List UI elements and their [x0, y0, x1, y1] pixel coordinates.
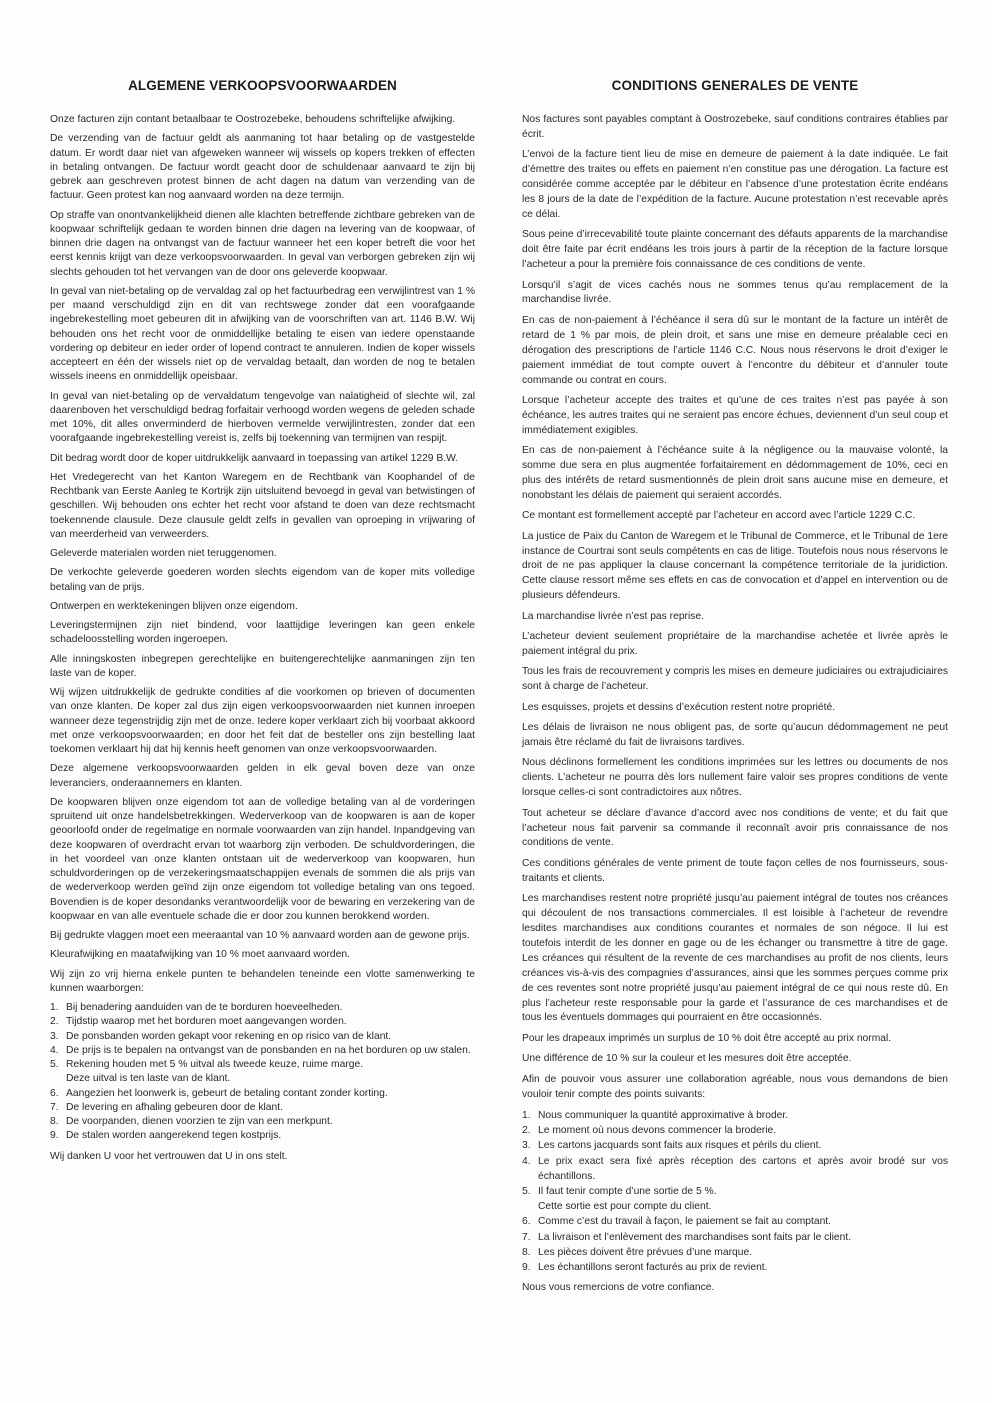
dutch-paragraph: Deze algemene verkoopsvoorwaarden gelden in elk geval boven deze van onze leveranciers, onderaannemers en klanten. — [50, 763, 475, 789]
list-item-number: 5. — [50, 1059, 59, 1070]
french-paragraph: En cas de non-paiement à l’échéance il sera dû sur le montant de la facture un intérêt de retard de 1 % par mois, de plein droit, et sans une mise en demeure préalable ceci en dérogation des prescriptions de l’article 1146 C.C. Nous nous réservons le droit d’exiger le paiement immédiat de tout compte ouvert à l’encontre du débiteur et d’annuler toute commande ou contrat en cours. — [522, 314, 948, 386]
dutch-paragraph: Wij zijn zo vrij hierna enkele punten te behandelen teneinde een vlotte samenwerking te kunnen waarborgen: — [50, 968, 475, 994]
dutch-paragraph: Het Vredegerecht van het Kanton Waregem en de Rechtbank van Koophandel of de Rechtbank van Eerste Aanleg te Kortrijk zijn uitsluitend bevoegd in geval van betwistingen of geschillen. Wij behouden ons echter het recht voor afstand te doen van deze rechtsmacht toekennende clausule. Deze clausule geldt zelfs in gevallen van oproeping in vrijwaring of van meerderheid van verweerders. — [50, 471, 475, 540]
list-item — [50, 1101, 475, 1115]
dutch-paragraph: Wij wijzen uitdrukkelijk de gedrukte condities af die voorkomen op brieven of documenten van onze klanten. De koper zal dus zijn eigen verkoopsvoorwaarden niet kunnen inroepen wanneer deze tegenstrijdig zijn met de onze. Iedere koper verklaart zich bij voorbaat akkoord met onze verkoopsvoorwaarden; en door het feit dat de besteller ons zijn bestelling laat toekomen verklaart hij dat hij kennis heeft genomen van onze verkoopsvoorwaarden. — [50, 687, 475, 755]
list-item-text: De prijs is te bepalen na ontvangst van de ponsbanden en na het borduren op uw stalen. — [66, 1044, 471, 1056]
list-item — [50, 1087, 475, 1101]
dutch-paragraph: Leveringstermijnen zijn niet bindend, voor laattijdige leveringen kan geen enkele schadeloosstelling worden ingeroepen. — [50, 620, 475, 646]
list-item — [50, 1001, 475, 1015]
dutch-column — [50, 78, 475, 1169]
french-paragraph: L’acheteur devient seulement propriétaire de la marchandise achetée et livrée après le paiement intégral du prix. — [522, 631, 948, 657]
list-item-number: 4. — [522, 1155, 531, 1167]
list-item-number: 8. — [522, 1246, 531, 1258]
french-paragraph: En cas de non-paiement à l’échéance suite à la négligence ou la mauvaise volonté, la somme due sera en plus augmentée forfaitairement en dédommagement de 10%, ceci en plus des intérêts de retard susmentionnés de plein droit sans aucune mise en demeure, et nonobstant les délais de paiement qui seraient accordés. — [522, 445, 948, 501]
list-item — [50, 1058, 475, 1087]
list-item-text: Rekening houden met 5 % uitval als tweede keuze, ruime marge. — [66, 1059, 364, 1070]
list-item-number: 1. — [50, 1002, 59, 1013]
list-item-number: 7. — [50, 1101, 59, 1113]
list-item — [522, 1184, 948, 1214]
french-paragraph: Une différence de 10 % sur la couleur et les mesures doit être acceptée. — [522, 1053, 852, 1065]
french-closing: Nous vous remercions de votre confiance. — [522, 1282, 715, 1294]
french-paragraph: L’envoi de la facture tient lieu de mise en demeure de paiement à la date indiquée. Le fait d’émettre des traites ou effets en paiement n’en constitue pas une dérogation. La facture est considérée comme acceptée par le débiteur en l’absence d’une protestation écrite endéans les 8 jours de la date de l’expédition de la facture. Aucune protestation n’est recevable après ce délai. — [522, 149, 948, 220]
french-paragraph: Lorsqu’il s’agit de vices cachés nous ne sommes tenus qu’au remplacement de la marchandise livrée. — [522, 279, 948, 306]
list-item — [522, 1123, 948, 1138]
list-item — [50, 1115, 475, 1129]
dutch-paragraph: Ontwerpen en werktekeningen blijven onze eigendom. — [50, 600, 298, 612]
dutch-paragraph: Onze facturen zijn contant betaalbaar te Oostrozebeke, behoudens schriftelijke afwijking. — [50, 114, 456, 125]
french-paragraph: Lorsque l’acheteur accepte des traites et qu’une de ces traites n’est pas payée à son échéance, les autres traites qui ne seraient pas encore échues, deviennent d’un seul coup et immédiatement exigibles. — [522, 394, 948, 436]
list-item-number: 1. — [522, 1109, 531, 1121]
list-item-text: Les cartons jacquards sont faits aux risques et périls du client. — [538, 1140, 822, 1152]
french-paragraph: Ces conditions générales de vente priment de toute façon celles de nos fournisseurs, sous-traitants et clients. — [522, 857, 948, 884]
french-paragraph: Les marchandises restent notre propriété jusqu’au paiement intégral de toutes nos créances qui découlent de nos transactions commerciales. Il est loisible à l’acheteur de revendre lesdites marchandises aux conditions courantes et normales de son négoce. Il lui est toutefois interdit de les donner en gage ou de les échanger ou transmettre à titre de gage. Les créances qui résultent de la revente de ces marchandises au profit de nos clients, leurs créances vis-à-vis des compagnies d’assurances, ainsi que les sommes perçues comme prix de ces reventes sont notre propriété jusqu’au paiement intégral de ce qui nous reste dû. En plus l’acheteur reste responsable pour la garde et l’assurance de ces marchandises et de tous les éventuels dommages qui pourraient en être occasionnés. — [522, 893, 948, 1024]
dutch-points-list — [50, 1001, 475, 1144]
list-item-number: 9. — [50, 1130, 59, 1142]
list-item-number: 9. — [522, 1262, 531, 1273]
dutch-paragraph: De verzending van de factuur geldt als aanmaning tot haar betaling op de vastgestelde datum. Er wordt daar niet van afgeweken wanneer wij wissels op kopers trekken of effecten in betaling ontvangen. De factuur wordt geacht door de schuldenaar aanvaard te zijn bij gebrek aan geschreven protest binnen de acht dagen na datum van verzending van de factuur. Geen protest kan nog aanvaard worden na deze termijn. — [50, 133, 475, 202]
french-paragraph: Pour les drapeaux imprimés un surplus de 10 % doit être accepté au prix normal. — [522, 1032, 892, 1044]
french-paragraph: Sous peine d’irrecevabilité toute plainte concernant des défauts apparents de la marchandise doit être faite par écrit endéans les trois jours à partir de la réception de la facture lorsque l’acheteur a pour la première fois connaissance de ces conditions de vente. — [522, 229, 948, 271]
list-item-number: 2. — [50, 1016, 59, 1028]
french-title: CONDITIONS GENERALES DE VENTE — [611, 78, 859, 93]
list-item-number: 8. — [50, 1116, 59, 1127]
list-item — [50, 1015, 475, 1029]
list-item-text: Nous communiquer la quantité approximative à broder. — [538, 1109, 789, 1121]
list-item — [522, 1230, 948, 1245]
list-item — [522, 1138, 948, 1153]
french-column — [522, 78, 948, 1302]
list-item — [50, 1044, 475, 1058]
list-item — [522, 1154, 948, 1184]
list-item-text: La livraison et l’enlèvement des marchandises sont faits par le client. — [538, 1231, 852, 1243]
french-paragraph: Ce montant est formellement accepté par l’acheteur en accord avec l’article 1229 C.C. — [522, 510, 916, 522]
list-item-text: De stalen worden aangerekend tegen kostprijs. — [66, 1130, 282, 1142]
list-item-subtext: Cette sortie est pour compte du client. — [538, 1201, 712, 1213]
list-item — [50, 1030, 475, 1044]
dutch-paragraph: Kleurafwijking en maatafwijking van 10 % moet aanvaard worden. — [50, 949, 350, 961]
list-item-text: De ponsbanden worden gekapt voor rekening en op risico van de klant. — [66, 1030, 392, 1042]
list-item-number: 6. — [522, 1216, 531, 1228]
french-body — [522, 113, 948, 1102]
list-item-text: Comme c’est du travail à façon, le paiement se fait au comptant. — [538, 1216, 832, 1228]
list-item-text: Les échantillons seront facturés au prix de revient. — [538, 1262, 768, 1273]
french-paragraph: La marchandise livrée n’est pas reprise. — [522, 610, 705, 622]
list-item — [50, 1129, 475, 1143]
list-item-number: 2. — [522, 1125, 531, 1137]
french-paragraph: Nous déclinons formellement les conditions imprimées sur les lettres ou documents de nos clients. L’acheteur ne pourra dès lors nullement faire valoir ses propres conditions de vente lorsque celles-ci sont contradictoires aux nôtres. — [522, 757, 948, 799]
french-paragraph: Les délais de livraison ne nous obligent pas, de sorte qu’aucun dédommagement ne peut jamais être réclamé du fait de livraisons tardives. — [522, 722, 948, 749]
list-item-text: De levering en afhaling gebeuren door de klant. — [66, 1101, 283, 1113]
dutch-paragraph: Dit bedrag wordt door de koper uitdrukkelijk aanvaard in toepassing van artikel 1229 B.W. — [50, 452, 459, 464]
list-item-text: Tijdstip waarop met het borduren moet aangevangen worden. — [66, 1016, 347, 1028]
list-item-text: Le moment où nous devons commencer la broderie. — [538, 1125, 777, 1137]
dutch-paragraph: Bij gedrukte vlaggen moet een meeraantal van 10 % aanvaard worden aan de gewone prijs. — [50, 930, 470, 941]
french-paragraph: Nos factures sont payables comptant à Oostrozebeke, sauf conditions contraires établies par écrit. — [522, 114, 948, 140]
list-item-text: Il faut tenir compte d’une sortie de 5 %. — [538, 1185, 717, 1197]
list-item — [522, 1245, 948, 1260]
list-item-number: 4. — [50, 1044, 59, 1056]
dutch-title: ALGEMENE VERKOOPSVOORWAARDEN — [128, 78, 397, 93]
french-paragraph: Afin de pouvoir vous assurer une collaboration agréable, nous vous demandons de bien vouloir tenir compte des points suivants: — [522, 1073, 948, 1100]
list-item-text: Bij benadering aanduiden van de te borduren hoeveelheden. — [66, 1002, 343, 1013]
list-item-number: 5. — [522, 1185, 531, 1197]
list-item-text: De voorpanden, dienen voorzien te zijn van een merkpunt. — [66, 1116, 333, 1127]
list-item — [522, 1214, 948, 1229]
list-item-subtext: Deze uitval is ten laste van de klant. — [66, 1073, 231, 1085]
dutch-paragraph: Geleverde materialen worden niet teruggenomen. — [50, 548, 277, 559]
list-item — [522, 1108, 948, 1123]
french-paragraph: Tout acheteur se déclare d’avance d’accord avec nos conditions de vente; et du fait que l’acheteur nous fait parvenir sa commande il reconnaît avoir pris connaissance de nos conditions de vente. — [522, 807, 948, 849]
french-paragraph: Les esquisses, projets et dessins d’exécution restent notre propriété. — [522, 701, 836, 713]
list-item-number: 6. — [50, 1087, 59, 1099]
french-paragraph: La justice de Paix du Canton de Waregem et le Tribunal de Commerce, et le Tribunal de 1ere instance de Courtrai sont seuls compétents en cas de litige. Toutefois nous nous réservons le droit de ne pas appliquer la clause concernant la compétence territoriale de la juridiction. Cette clause ressort même ses effets en cas de convocation et d’appel en intervention ou de plusieurs défendeurs. — [522, 530, 948, 602]
list-item-text: Aangezien het loonwerk is, gebeurt de betaling contant zonder korting. — [66, 1087, 388, 1099]
dutch-paragraph: In geval van niet-betaling op de vervaldatum tengevolge van nalatigheid of slechte wil, zal daarenboven het verschuldigd bedrag forfaitair verhoogd worden wegens de geleden schade met 10%, dit alles onverminderd de hierboven vermelde verwijlintresten, zonder dat een voorafgaande ingebrekestelling vereist is, zelfs bij toekenning van termijnen van respijt. — [50, 390, 475, 445]
list-item-number: 3. — [522, 1140, 531, 1152]
dutch-body — [50, 113, 475, 996]
dutch-closing: Wij danken U voor het vertrouwen dat U in ons stelt. — [50, 1150, 288, 1162]
list-item-text: Les pièces doivent être prévues d’une marque. — [538, 1246, 753, 1258]
dutch-paragraph: Alle inningskosten inbegrepen gerechtelijke en buitengerechtelijke aanmaningen zijn ten laste van de koper. — [50, 653, 475, 679]
list-item-number: 7. — [522, 1231, 531, 1243]
french-points-list — [522, 1108, 948, 1275]
list-item-number: 3. — [50, 1030, 59, 1042]
french-paragraph: Tous les frais de recouvrement y compris les mises en demeure judiciaires ou extrajudiciaires sont à charge de l’acheteur. — [522, 666, 948, 693]
dutch-paragraph: Op straffe van onontvankelijkheid dienen alle klachten betreffende zichtbare gebreken van de koopwaar schriftelijk gedaan te worden binnen drie dagen na levering van de koopwaar, of binnen drie dagen na ontvangst van de factuur wanneer het een koper betreft die voor het eerst kennis krijgt van deze verkoopsvoorwaarden. In geval van verborgen gebreken zijn wij slechts gehouden tot het vervangen van de door ons geleverde koopwaar. — [50, 209, 475, 278]
dutch-paragraph: In geval van niet-betaling op de vervaldag zal op het factuurbedrag een verwijlintrest van 1 % per maand verschuldigd zijn en dit van rechtswege zonder dat een voorafgaande ingebrekestelling moet gebeuren dit in afwijking van de voorschriften van art. 1146 B.W. Wij behouden ons het recht voor de onmiddellijke betaling te eisen van iedere openstaande vordering op debiteur en ieder order of lopend contract te annuleren. Indien de koper wissels accepteert en één der wissels niet op de vervaldag betaalt, dan worden de nog te betalen wissels ineens en onmiddellijk opeisbaar. — [50, 285, 475, 383]
dutch-paragraph: De verkochte geleverde goederen worden slechts eigendom van de koper mits volledige betaling van de prijs. — [50, 567, 475, 593]
list-item — [522, 1260, 948, 1275]
dutch-paragraph: De koopwaren blijven onze eigendom tot aan de volledige betaling van al de vorderingen spruitend uit onze handelsbetrekkingen. Wederverkoop van de koopwaren is aan de koper geoorloofd onder de regelmatige en normale voorwaarden van zijn handel. Inpandgeving van deze koopwaren of overdracht ervan tot waarborg zijn verboden. De schuldvorderingen, die in het voordeel van onze klanten ontstaan uit de wederverkoop van koopwaren, hun schuldvorderingen op de verzekeringsmaatschappijen evenals de sommen die als prijs van de wederverkoop werden geïnd zijn onze eigendom tot volledige betaling van ons tegoed. Bovendien is de koper desondanks verantwoordelijk voor de bewaring en verzekering van de koopwaar en van alle eventuele schade die er door zou kunnen berokkend worden. — [50, 796, 475, 922]
list-item-text: Le prix exact sera fixé après réception des cartons et après avoir brodé sur vos échantillons. — [538, 1155, 948, 1182]
